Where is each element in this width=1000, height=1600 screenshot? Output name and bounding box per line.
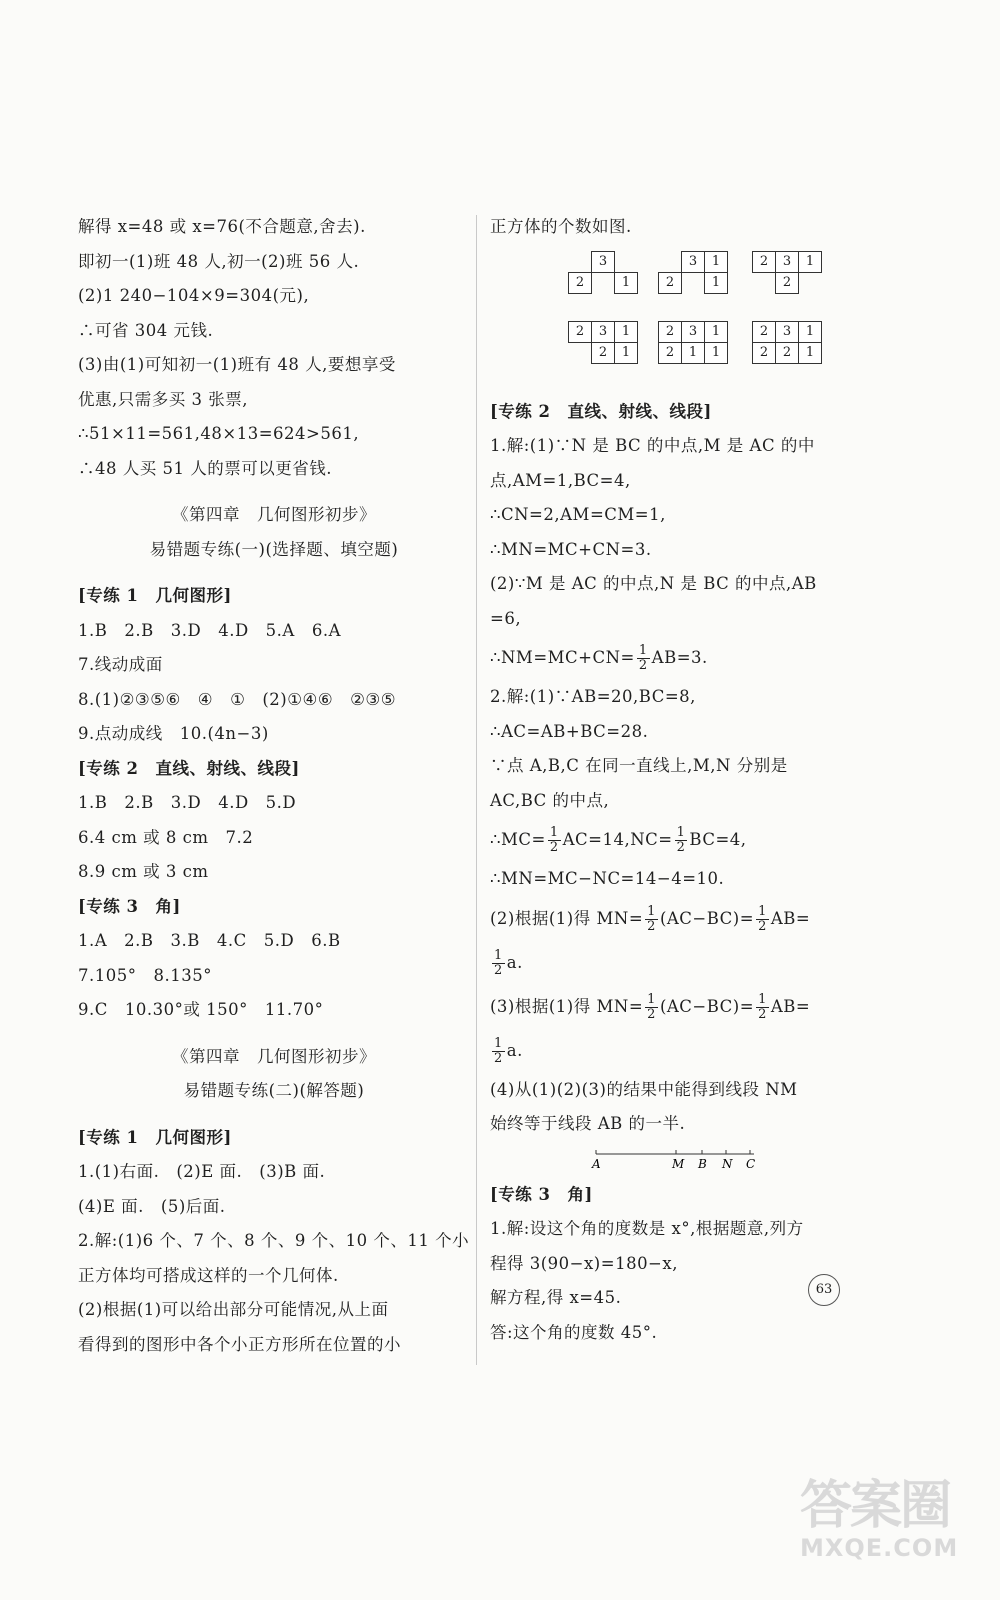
left-column [78,210,470,1362]
chapter-title: 易错题专练(二)(解答题) [183,1081,365,1100]
grid-cell: 2 [658,272,682,294]
text-line: 1.B 2.B 3.D 4.D 5.D [78,793,297,812]
text-line: ∴CN=2,AM=CM=1, [490,505,666,524]
watermark [800,1478,980,1588]
text-line: 1.B 2.B 3.D 4.D 5.A 6.A [78,620,341,640]
grid-cell: 1 [704,321,728,343]
text-line: 7.105° 8.135° [78,965,212,985]
text-line: 优惠,只需多买 3 张票, [78,389,248,409]
text-line: 8.(1)②③⑤⑥ ④ ① (2)①④⑥ ②③⑤ [78,689,396,709]
text-line: 看得到的图形中各个小正方形所在位置的小 [78,1334,401,1354]
text-line: 9.点动成线 10.(4n−3) [78,724,269,743]
text-line: (2)根据(1)可以给出部分可能情况,从上面 [78,1300,389,1319]
text-line: (4)E 面. (5)后面. [78,1196,226,1216]
grid-cell: 1 [614,342,638,364]
text-line: 答:这个角的度数 45°. [490,1322,658,1342]
text-line: ∴可省 304 元钱. [78,320,214,340]
text-line: ∴AC=AB+BC=28. [490,721,649,741]
grid-cell: 2 [568,272,592,294]
right-column [490,210,890,1350]
text-line: =6, [490,608,522,628]
segment-point-label: B [698,1156,707,1171]
text-line: AC,BC 的中点, [490,790,610,810]
segment-svg [490,1142,890,1178]
grid-cell: 2 [775,272,799,294]
grid-cell: 3 [681,321,705,343]
chapter-title: 《第四章 几何图形初步》 [172,1046,376,1066]
grid-cell: 2 [752,251,776,273]
text-line: 7.线动成面 [78,655,163,674]
text-line: 始终等于线段 AB 的一半. [490,1114,686,1133]
grid-cell: 2 [591,342,615,364]
text-line: 9.C 10.30°或 150° 11.70° [78,1000,324,1019]
section-heading: [专练 3 角] [490,1184,593,1204]
text-line: 1.(1)右面. (2)E 面. (3)B 面. [78,1162,326,1181]
text-line: 1.解:(1)∵N 是 BC 的中点,M 是 AC 的中 [490,436,815,455]
text-line: (2)∵M 是 AC 的中点,N 是 BC 的中点,AB [490,574,817,593]
text-line: 2.解:(1)∵AB=20,BC=8, [490,687,696,706]
watermark-url: MXQE.COM [800,1534,959,1562]
grid-cell: 1 [798,251,822,273]
watermark-logo: 答案圈 [800,1476,951,1536]
chapter-title: 易错题专练(一)(选择题、填空题) [149,539,399,559]
text-line: ∵点 A,B,C 在同一直线上,M,N 分别是 [490,756,788,775]
grid-cell: 2 [752,321,776,343]
text-line: 1.A 2.B 3.B 4.C 5.D 6.B [78,931,341,950]
section-heading: [专练 3 角] [78,896,181,916]
grid-cell: 1 [704,342,728,364]
grid-cell: 2 [568,321,592,343]
text-line: (4)从(1)(2)(3)的结果中能得到线段 NM [490,1079,798,1099]
text-line: 正方体的个数如图. [490,217,632,236]
grid-cell: 3 [775,251,799,273]
text-line: 1.解:设这个角的度数是 x°,根据题意,列方 [490,1219,804,1238]
grid-cell: 3 [681,251,705,273]
text-line: ∴MN=MC+CN=3. [490,539,652,559]
grid-cell: 1 [704,251,728,273]
column-divider [476,215,477,1365]
text-line: 8.9 cm 或 3 cm [78,862,209,881]
text-line: 解得 x=48 或 x=76(不合题意,舍去). [78,217,366,236]
segment-diagram [490,1142,890,1178]
text-line: 解方程,得 x=45. [490,1288,622,1307]
section-heading: [专练 2 直线、射线、线段] [490,401,712,421]
grid-cell: 1 [798,342,822,364]
formula-line: (3)根据(1)得 MN= $\frac{1}{2}$ (AC−BC)= $\frac{1}{2}$ AB= [490,991,811,1022]
text-line: (3)由(1)可知初一(1)班有 48 人,要想享受 [78,355,396,374]
formula-line: (2)根据(1)得 MN= $\frac{1}{2}$ (AC−BC)= $\frac{1}{2}$ AB= [490,903,811,934]
section-heading: [专练 2 直线、射线、线段] [78,758,300,778]
formula-line: $\frac{1}{2}$ a. [494,1035,523,1066]
section-heading: [专练 1 几何图形] [78,586,232,605]
grid-cell: 1 [704,272,728,294]
text-line: 程得 3(90−x)=180−x, [490,1253,678,1273]
segment-point-label: N [722,1156,733,1171]
segment-point-label: M [672,1156,685,1171]
text-line: 即初一(1)班 48 人,初一(2)班 56 人. [78,251,360,271]
grid-cell: 2 [658,342,682,364]
section-heading: [专练 1 几何图形] [78,1127,232,1147]
grid-cell: 1 [681,342,705,364]
grid-cell: 3 [591,321,615,343]
segment-point-label: C [746,1156,756,1171]
grid-cell: 3 [591,251,615,273]
formula-line: $\frac{1}{2}$ a. [494,947,523,978]
grid-cell: 1 [614,272,638,294]
formula-line: ∴NM=MC+CN= $\frac{1}{2}$ AB=3. [490,643,708,673]
grid-cell: 1 [798,321,822,343]
text-line: (2)1 240−104×9=304(元), [78,286,310,305]
text-line: 正方体均可搭成这样的一个几何体. [78,1265,339,1285]
text-line: 6.4 cm 或 8 cm 7.2 [78,827,254,847]
top-view-grids [490,249,890,389]
grid-cell: 2 [658,321,682,343]
grid-cell: 1 [614,321,638,343]
grid-cell: 2 [752,342,776,364]
text-line: 2.解:(1)6 个、7 个、8 个、9 个、10 个、11 个小 [78,1231,470,1250]
formula-line: ∴MC= $\frac{1}{2}$ AC=14,NC= $\frac{1}{2}$ BC=4, [490,825,747,855]
text-line: ∴51×11=561,48×13=624>561, [78,424,360,443]
chapter-title: 《第四章 几何图形初步》 [172,505,376,524]
grid-cell: 3 [775,321,799,343]
page-number: 63 [808,1274,840,1306]
segment-point-label: A [592,1156,601,1171]
grid-cell: 2 [775,342,799,364]
text-line: ∴MN=MC−NC=14−4=10. [490,869,725,888]
text-line: 点,AM=1,BC=4, [490,470,631,490]
text-line: ∴48 人买 51 人的票可以更省钱. [78,458,332,478]
